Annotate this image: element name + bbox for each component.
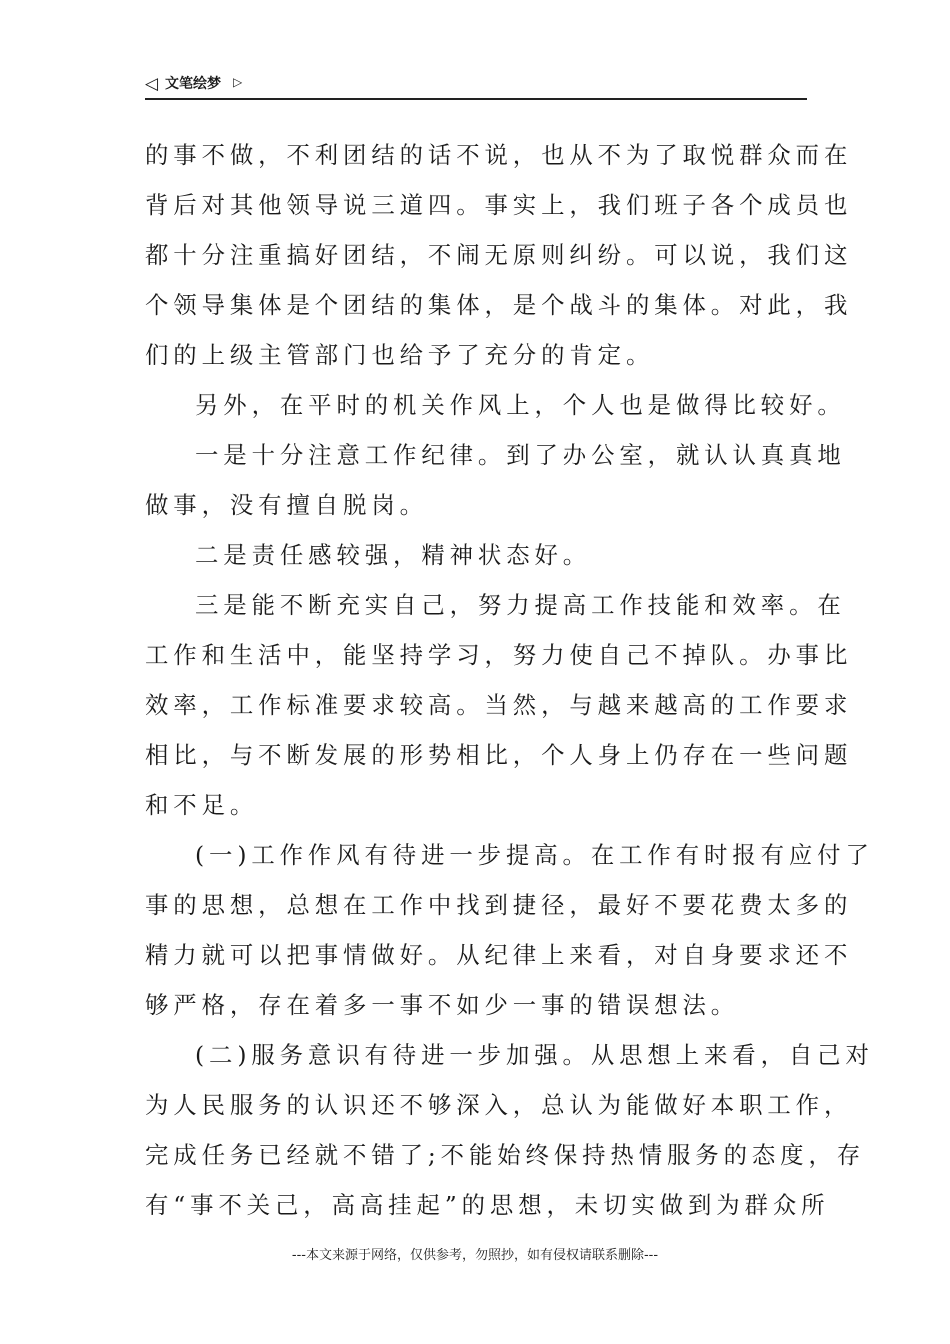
text-line: 效率，工作标准要求较高。当然，与越来越高的工作要求 (145, 691, 853, 719)
text-line: 精力就可以把事情做好。从纪律上来看，对自身要求还不 (145, 941, 853, 969)
text-line: 够严格，存在着多一事不如少一事的错误想法。 (145, 991, 740, 1019)
text-line: 背后对其他领导说三道四。事实上，我们班子各个成员也 (145, 191, 853, 219)
document-body (145, 130, 874, 1230)
text-line: 个领导集体是个团结的集体，是个战斗的集体。对此，我 (145, 291, 853, 319)
text-line: 另外，在平时的机关作风上，个人也是做得比较好。 (195, 391, 846, 419)
text-line: 二是责任感较强，精神状态好。 (195, 541, 592, 569)
header-title: 文笔绘梦 (165, 76, 221, 92)
text-line: 有“事不关己，高高挂起”的思想，未切实做到为群众所 (145, 1191, 830, 1219)
text-line: 的事不做，不利团结的话不说，也从不为了取悦群众而在 (145, 141, 853, 169)
text-line: 三是能不断充实自己，努力提高工作技能和效率。在 (195, 591, 846, 619)
text-line: 事的思想，总想在工作中找到捷径，最好不要花费太多的 (145, 891, 853, 919)
text-line: 都十分注重搞好团结，不闹无原则纠纷。可以说，我们这 (145, 241, 853, 269)
text-line: 为人民服务的认识还不够深入，总认为能做好本职工作， (145, 1091, 853, 1119)
triangle-right-icon: ▷ (233, 75, 243, 89)
text-line: 一是十分注意工作纪律。到了办公室，就认认真真地 (195, 441, 846, 469)
text-line: 相比，与不断发展的形势相比，个人身上仍存在一些问题 (145, 741, 853, 769)
text-line: 们的上级主管部门也给予了充分的肯定。 (145, 341, 655, 369)
triangle-left-icon: ◁ (145, 74, 159, 94)
text-line: 工作和生活中，能坚持学习，努力使自己不掉队。办事比 (145, 641, 853, 669)
text-line: 完成任务已经就不错了;不能始终保持热情服务的态度，存 (145, 1141, 866, 1169)
page-header (145, 72, 807, 100)
text-line: (二)服务意识有待进一步加强。从思想上来看，自己对 (195, 1041, 874, 1069)
footer-disclaimer: ---本文来源于网络，仅供参考，勿照抄，如有侵权请联系删除--- (291, 1248, 659, 1263)
text-line: (一)工作作风有待进一步提高。在工作有时报有应付了 (195, 841, 874, 869)
text-line: 做事，没有擅自脱岗。 (145, 491, 428, 519)
text-line: 和不足。 (145, 791, 259, 819)
